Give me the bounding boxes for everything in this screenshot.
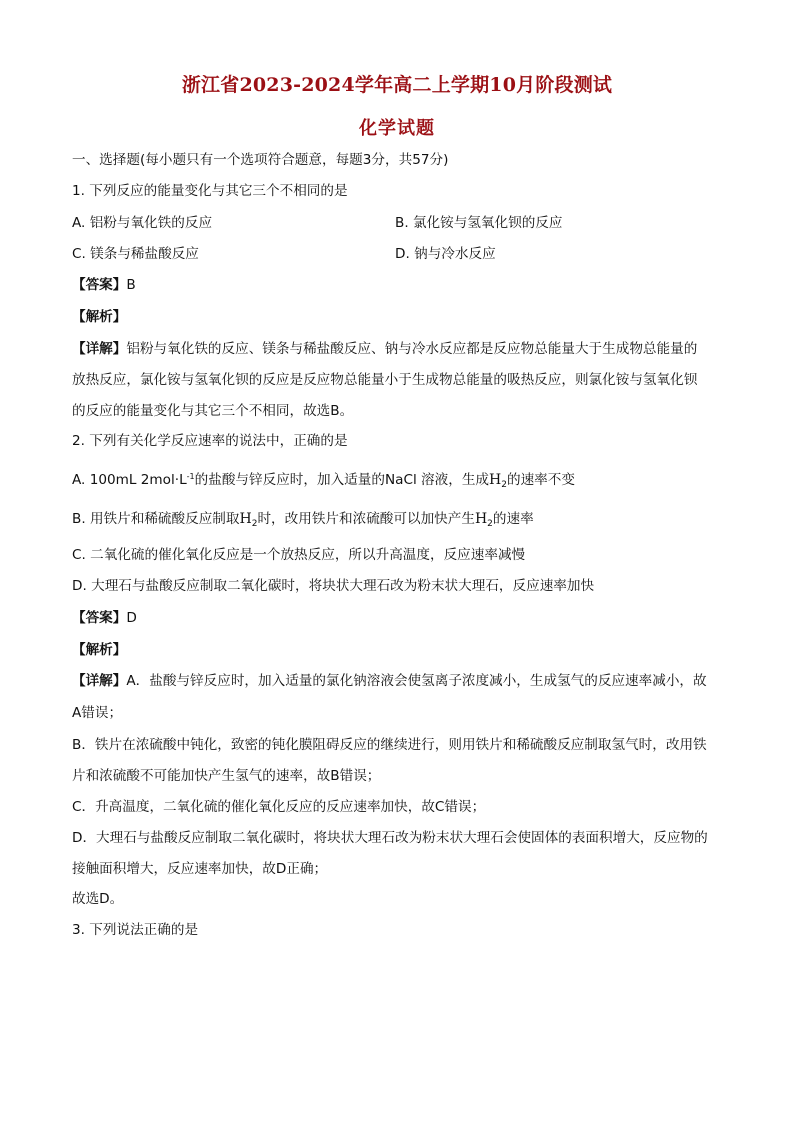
hydrogen-symbol: H [474, 511, 488, 527]
q1-answer [72, 275, 136, 295]
q2-a-text: 的速率不变 [506, 472, 575, 488]
q2-option-c: C. 二氧化硫的催化氧化反应是一个放热反应，所以升高温度，反应速率减慢 [72, 547, 526, 563]
q2-detail-line-7: 接触面积增大，反应速率加快，故D正确； [72, 861, 328, 877]
q2-b-text: B. 用铁片和稀硫酸反应制取 [72, 511, 240, 527]
q2-a-text: 的盐酸与锌反应时，加入适量的NaCl 溶液，生成 [194, 472, 490, 488]
q1-option-a: A. 铝粉与氧化铁的反应 [72, 215, 213, 231]
document-title: 浙江省2023-2024学年高二上学期10月阶段测试 [181, 74, 613, 96]
q2-detail-line-6: D．大理石与盐酸反应制取二氧化碳时，将块状大理石改为粉末状大理石会使固体的表面积增大，反应物的 [72, 830, 708, 846]
q2-detail-line-5: C．升高温度，二氧化硫的催化氧化反应的反应速率加快，故C错误； [72, 799, 486, 815]
q2-detail-line-8: 故选D。 [72, 891, 124, 907]
hydrogen-subscript: 2 [487, 519, 493, 529]
q2-analysis-label: 【解析】 [72, 642, 127, 658]
q2-b-text: 时，改用铁片和浓硫酸可以加快产生 [257, 511, 475, 527]
q2-detail-line-1 [72, 671, 707, 691]
answer-value: B [126, 277, 136, 293]
section-heading: 一、选择题(每小题只有一个选项符合题意，每题3分，共57分) [72, 152, 449, 168]
q2-detail-line-2: A错误； [72, 705, 123, 721]
hydrogen-subscript: 2 [501, 480, 507, 490]
detail-label: 【详解】 [72, 673, 127, 689]
hydrogen-subscript: 2 [251, 519, 258, 529]
q2-answer [72, 608, 137, 628]
detail-text: A．盐酸与锌反应时，加入适量的氯化钠溶液会使氢离子浓度减小，生成氢气的反应速率减小，故 [126, 673, 707, 689]
q2-b-text: 的速率 [492, 511, 534, 527]
q3-stem: 3. 下列说法正确的是 [72, 922, 199, 938]
detail-label: 【详解】 [72, 341, 127, 357]
q1-option-b: B. 氯化铵与氢氧化钡的反应 [395, 215, 563, 231]
q2-a-text: A. 100mL 2mol·L [72, 472, 187, 488]
q2-option-a [72, 467, 575, 495]
q1-option-c: C. 镁条与稀盐酸反应 [72, 246, 199, 262]
q2-stem: 2. 下列有关化学反应速率的说法中，正确的是 [72, 433, 348, 449]
q1-detail-line-1 [72, 339, 697, 359]
q1-option-d: D. 钠与冷水反应 [395, 246, 496, 262]
q2-option-b [72, 509, 534, 534]
answer-label: 【答案】 [72, 277, 127, 293]
hydrogen-symbol: H [489, 472, 502, 488]
q1-detail-line-3: 的反应的能量变化与其它三个不相同，故选B。 [72, 403, 354, 419]
q1-analysis-label: 【解析】 [72, 309, 127, 325]
document-subtitle: 化学试题 [359, 118, 435, 139]
answer-value: D [126, 610, 137, 626]
q2-a-superscript: -1 [186, 472, 195, 481]
q2-detail-line-3: B．铁片在浓硫酸中钝化，致密的钝化膜阻碍反应的继续进行，则用铁片和稀硫酸反应制取氢气时，改用铁 [72, 737, 707, 753]
q1-stem: 1. 下列反应的能量变化与其它三个不相同的是 [72, 183, 348, 199]
q2-detail-line-4: 片和浓硫酸不可能加快产生氢气的速率，故B错误； [72, 768, 381, 784]
q2-option-d: D. 大理石与盐酸反应制取二氧化碳时，将块状大理石改为粉末状大理石，反应速率加快 [72, 578, 595, 594]
q1-detail-line-2: 放热反应，氯化铵与氢氧化钡的反应是反应物总能量小于生成物总能量的吸热反应，则氯化铵与氢氧化钡 [72, 372, 698, 388]
answer-label: 【答案】 [72, 610, 127, 626]
detail-text: 铝粉与氧化铁的反应、镁条与稀盐酸反应、钠与冷水反应都是反应物总能量大于生成物总能量的 [126, 341, 698, 357]
hydrogen-symbol: H [239, 511, 252, 527]
